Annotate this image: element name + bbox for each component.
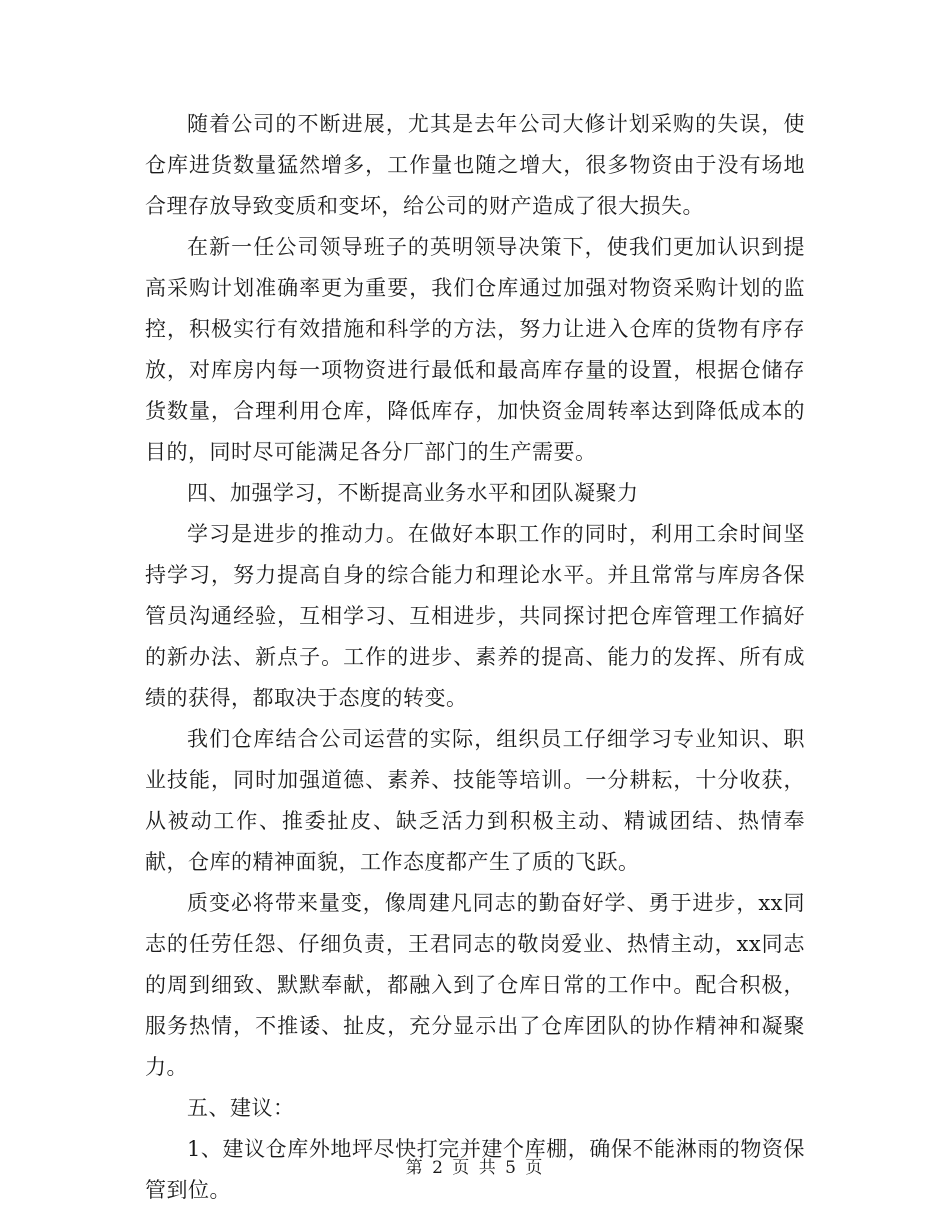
document-body bbox=[145, 104, 805, 1211]
paragraph-training: 我们仓库结合公司运营的实际，组织员工仔细学习专业知识、职业技能，同时加强道德、素养、技能等培训。一分耕耘，十分收获，从被动工作、推委扯皮、缺乏活力到积极主动、精诚团结、热情奉献，仓库的精神面貌，工作态度都产生了质的飞跃。 bbox=[145, 727, 805, 874]
section-heading-learning: 四、加强学习，不断提高业务水平和团队凝聚力 bbox=[187, 481, 639, 505]
page-number-footer: 第 2 页 共 5 页 bbox=[405, 1158, 545, 1178]
paragraph-procurement-control: 在新一任公司领导班子的英明领导决策下，使我们更加认识到提高采购计划准确率更为重要，我们仓库通过加强对物资采购计划的监控，积极实行有效措施和科学的方法，努力让进入仓库的货物有序存放，对库房内每一项物资进行最低和最高库存量的设置，根据仓储存货数量，合理利用仓库，降低库存，加快资金周转率达到降低成本的目的，同时尽可能满足各分厂部门的生产需要。 bbox=[145, 235, 805, 464]
paragraph-growth-problems: 随着公司的不断进展，尤其是去年公司大修计划采购的失误，使仓库进货数量猛然增多，工作量也随之增大，很多物资由于没有场地合理存放导致变质和变坏，给公司的财产造成了很大损失。 bbox=[145, 112, 805, 218]
paragraph-suggestion-1: 1、建议仓库外地坪尽快打完并建个库棚，确保不能淋雨的物资保管到位。 bbox=[145, 1137, 805, 1202]
paragraph-team-spirit: 质变必将带来量变，像周建凡同志的勤奋好学、勇于进步，xx同志的任劳任怨、仔细负责，王君同志的敬岗爱业、热情主动，xx同志的周到细致、默默奉献，都融入到了仓库日常的工作中。配合积极，服务热情，不推诿、扯皮，充分显示出了仓库团队的协作精神和凝聚力。 bbox=[145, 891, 805, 1079]
paragraph-learning: 学习是进步的推动力。在做好本职工作的同时，利用工余时间坚持学习，努力提高自身的综合能力和理论水平。并且常常与库房各保管员沟通经验，互相学习、互相进步，共同探讨把仓库管理工作搞好的新办法、新点子。工作的进步、素养的提高、能力的发挥、所有成绩的获得，都取决于态度的转变。 bbox=[145, 522, 805, 710]
section-heading-suggestions: 五、建议： bbox=[187, 1096, 295, 1120]
